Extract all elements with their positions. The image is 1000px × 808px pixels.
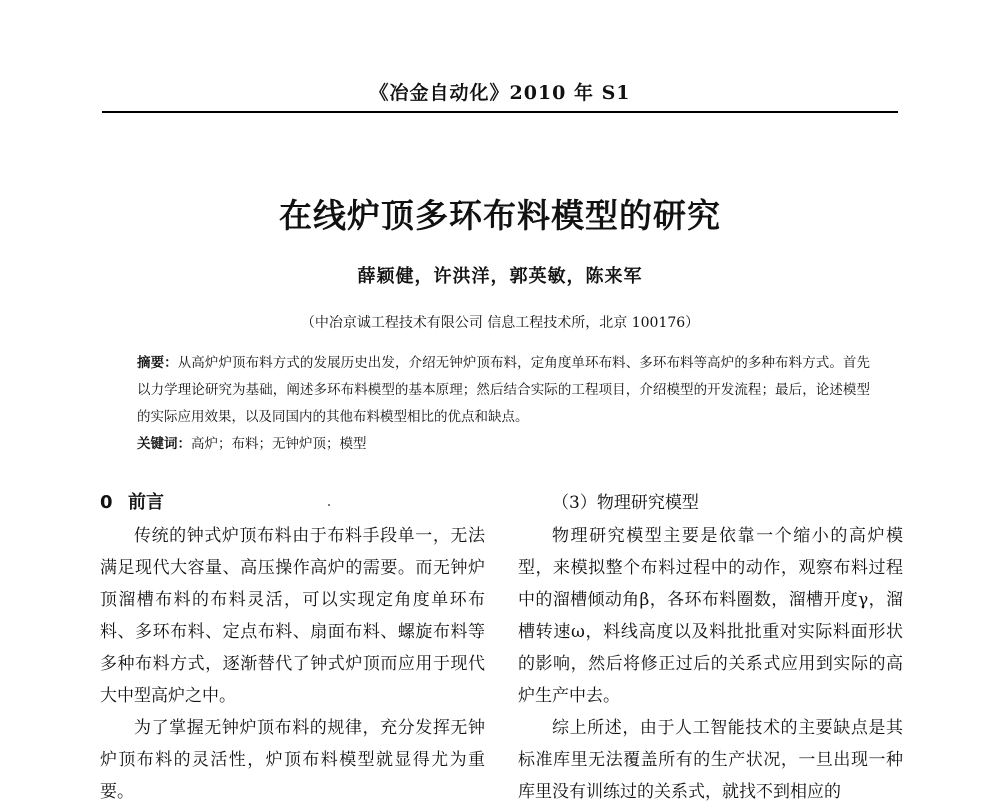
- paragraph: 综上所述，由于人工智能技术的主要缺点是其标准库里无法覆盖所有的生产状况，一旦出现一种库里没有训练过的关系式，就找不到相应的: [518, 718, 903, 802]
- abstract: [137, 350, 870, 431]
- header-rule: [102, 111, 898, 113]
- subsection-heading: （3）物理研究模型: [552, 493, 699, 513]
- paragraph: 物理研究模型主要是依靠一个缩小的高炉模型，来模拟整个布料过程中的动作，观察布料过程中的溜槽倾动角β，各环布料圈数，溜槽开度γ，溜槽转速ω，料线高度以及料批批重对实际料面形状的影响，然后将修正过后的关系式应用到实际的高炉生产中去。: [518, 526, 903, 706]
- paper-title: 在线炉顶多环布料模型的研究: [279, 196, 721, 235]
- section-title: 前言: [128, 492, 164, 513]
- paragraph: 为了掌握无钟炉顶布料的规律，充分发挥无钟炉顶布料的灵活性，炉顶布料模型就显得尤为重要。: [100, 718, 485, 802]
- journal-header: 《冶金自动化》2010 年 S1: [369, 82, 631, 104]
- abstract-label: 摘要：: [137, 355, 178, 371]
- section-heading: [100, 486, 485, 520]
- affiliation: （中冶京诚工程技术有限公司 信息工程技术所，北京 100176）: [300, 315, 700, 331]
- section-number: 0: [100, 492, 113, 513]
- abstract-text: 从高炉炉顶布料方式的发展历史出发，介绍无钟炉顶布料，定角度单环布料、多环布料等高炉的多种布料方式。首先以力学理论研究为基础，阐述多环布料模型的基本原理；然后结合实际的工程项目，介绍模型的开发流程；最后，论述模型的实际应用效果，以及同国内的其他布料模型相比的优点和缺点。: [137, 355, 871, 425]
- keywords-text: 高炉；布料；无钟炉顶；模型: [191, 436, 367, 452]
- keywords: [137, 431, 870, 458]
- keywords-label: 关键词：: [137, 436, 191, 452]
- authors: 薛颖健，许洪洋，郭英敏，陈来军: [357, 266, 643, 287]
- paragraph: 传统的钟式炉顶布料由于布料手段单一，无法满足现代大容量、高压操作高炉的需要。而无钟炉顶溜槽布料的布料灵活，可以实现定角度单环布料、多环布料、定点布料、扇面布料、螺旋布料等多种布料方式，逐渐替代了钟式炉顶而应用于现代大中型高炉之中。: [100, 526, 485, 706]
